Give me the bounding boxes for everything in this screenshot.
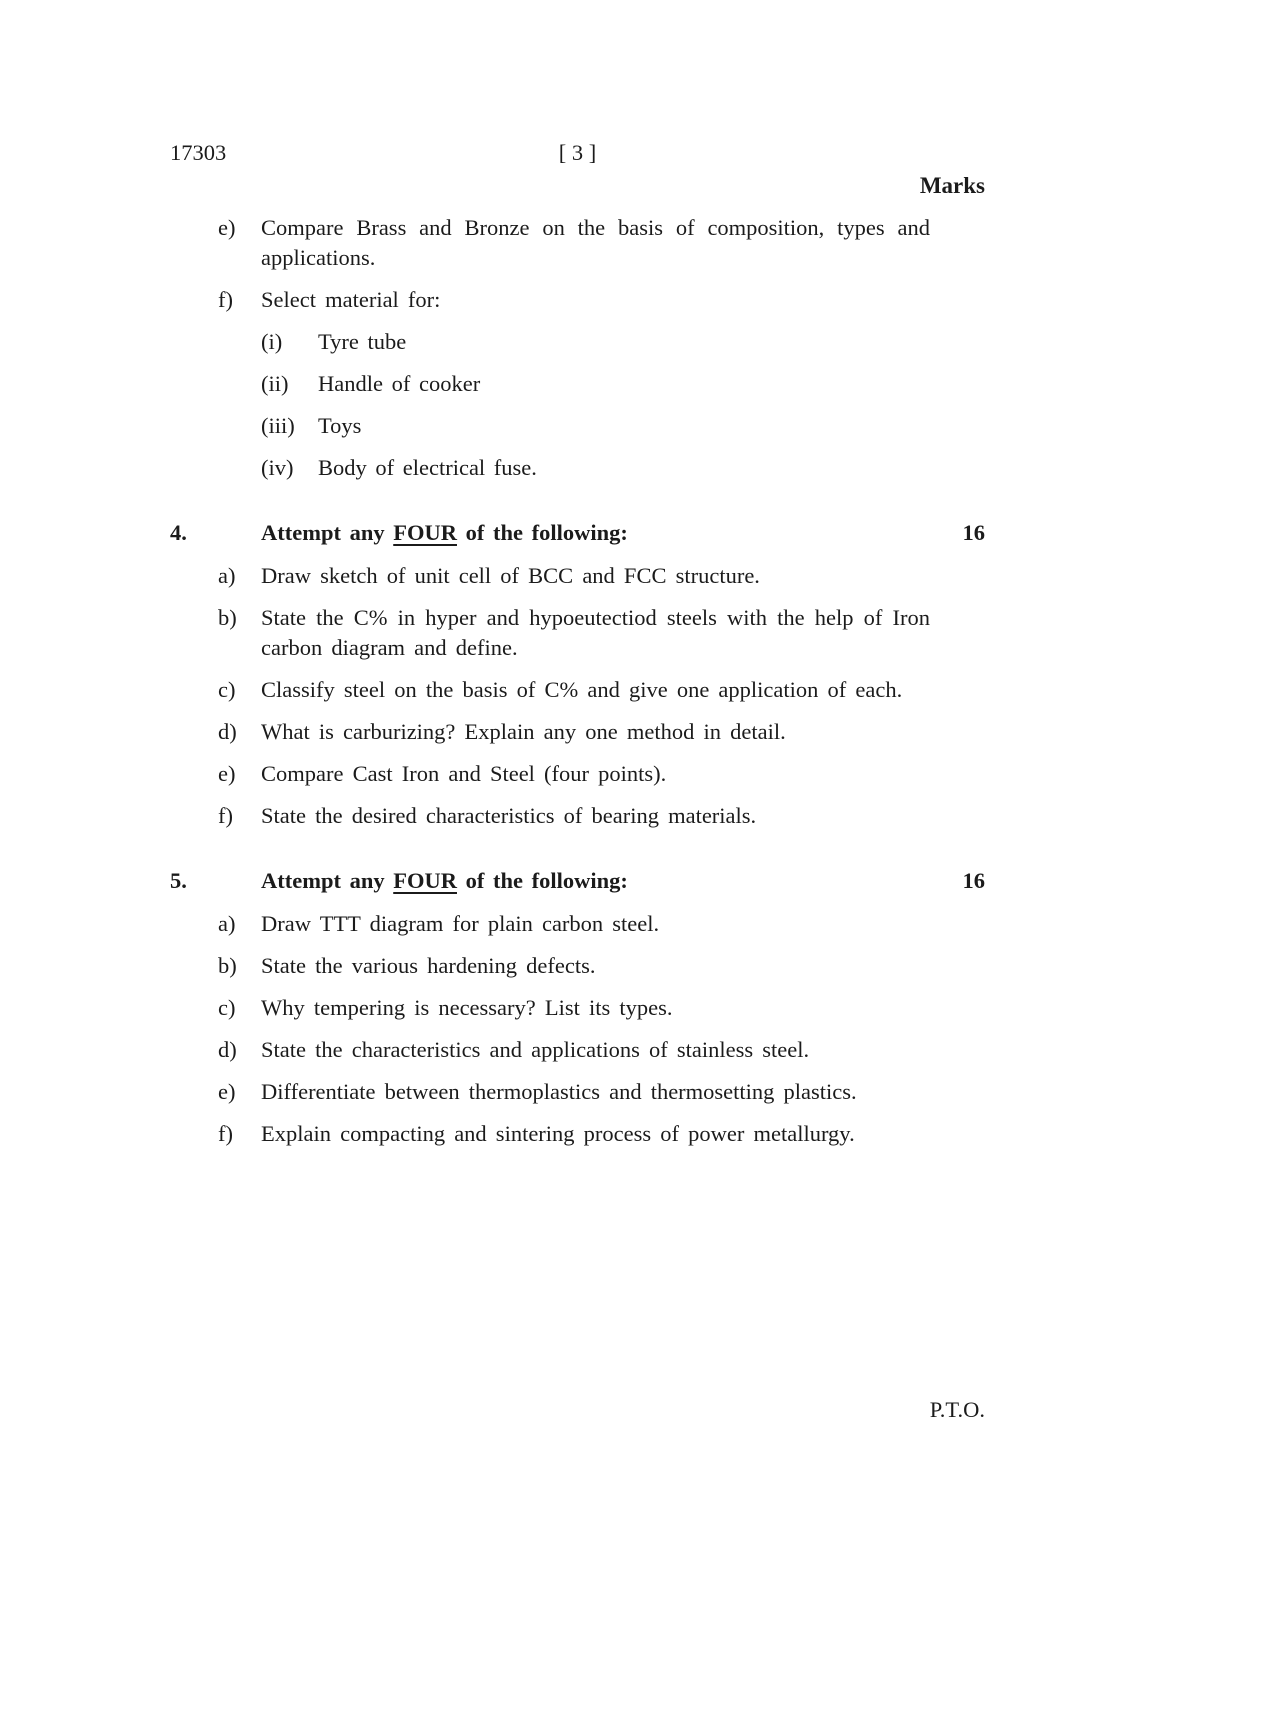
sub-item-label: (iii) (261, 413, 295, 438)
question-number: 5. (170, 868, 187, 893)
item-label: d) (218, 1037, 237, 1062)
sub-item-text: Handle of cooker (318, 371, 481, 396)
question-title-prefix: Attempt any (261, 868, 385, 893)
page-header (170, 138, 985, 168)
question-title (261, 518, 963, 548)
question-marks: 16 (962, 868, 985, 893)
item-label: c) (218, 677, 236, 702)
question-title (261, 866, 963, 896)
item-text: Draw TTT diagram for plain carbon steel. (261, 911, 660, 936)
question-item (218, 213, 930, 273)
page-turn-over-label: P.T.O. (929, 1397, 985, 1422)
question-item (218, 759, 930, 789)
item-text: Select material for: (261, 287, 441, 312)
question-item (218, 801, 930, 831)
question-number: 4. (170, 520, 187, 545)
question-title-keyword: FOUR (393, 868, 457, 893)
item-label: e) (218, 1079, 236, 1104)
item-label: b) (218, 953, 237, 978)
item-label: f) (218, 287, 233, 312)
item-text: Draw sketch of unit cell of BCC and FCC structure. (261, 563, 760, 588)
item-text: State the desired characteristics of bearing materials. (261, 803, 757, 828)
question-item (218, 1119, 930, 1149)
question-item (218, 951, 930, 981)
question-5-heading (170, 866, 985, 896)
item-text: Classify steel on the basis of C% and give one application of each. (261, 677, 903, 702)
question-title-prefix: Attempt any (261, 520, 385, 545)
item-text: Differentiate between thermoplastics and thermosetting plastics. (261, 1079, 857, 1104)
item-text: Explain compacting and sintering process of power metallurgy. (261, 1121, 855, 1146)
item-label: c) (218, 995, 236, 1020)
sub-item-label: (i) (261, 329, 283, 354)
item-label: a) (218, 911, 236, 936)
item-text: State the C% in hyper and hypoeutectiod steels with the help of Iron carbon diagram and define. (261, 605, 930, 660)
question-item (218, 1077, 930, 1107)
item-label: a) (218, 563, 236, 588)
page-number: [ 3 ] (558, 140, 597, 165)
item-label: b) (218, 605, 237, 630)
item-text: Compare Brass and Bronze on the basis of composition, types and applications. (261, 215, 930, 270)
question-item (218, 909, 930, 939)
question-item (218, 717, 930, 747)
sub-item-text: Toys (318, 413, 362, 438)
question-title-suffix: of the following: (465, 868, 628, 893)
sub-item-label: (ii) (261, 371, 289, 396)
sub-item (261, 369, 985, 399)
question-item (218, 603, 930, 663)
item-text: State the various hardening defects. (261, 953, 596, 978)
question-item (218, 675, 930, 705)
item-text: What is carburizing? Explain any one method in detail. (261, 719, 786, 744)
question-4-heading (170, 518, 985, 548)
question-title-suffix: of the following: (465, 520, 628, 545)
item-text: Why tempering is necessary? List its types. (261, 995, 673, 1020)
question-item (218, 993, 930, 1023)
question-item (218, 1035, 930, 1065)
item-label: f) (218, 1121, 233, 1146)
item-text: State the characteristics and applications of stainless steel. (261, 1037, 810, 1062)
item-label: e) (218, 215, 236, 240)
item-label: d) (218, 719, 237, 744)
sub-item-text: Body of electrical fuse. (318, 455, 537, 480)
sub-item-label: (iv) (261, 455, 294, 480)
item-text: Compare Cast Iron and Steel (four points). (261, 761, 667, 786)
sub-item (261, 327, 985, 357)
question-title-keyword: FOUR (393, 520, 457, 545)
item-label: e) (218, 761, 236, 786)
question-item (218, 561, 930, 591)
marks-column-label (170, 171, 985, 201)
sub-item (261, 411, 985, 441)
sub-item-text: Tyre tube (318, 329, 407, 354)
paper-code: 17303 (170, 140, 227, 165)
sub-item (261, 453, 985, 483)
question-marks: 16 (962, 520, 985, 545)
marks-label: Marks (919, 173, 985, 198)
item-label: f) (218, 803, 233, 828)
question-item (218, 285, 930, 315)
